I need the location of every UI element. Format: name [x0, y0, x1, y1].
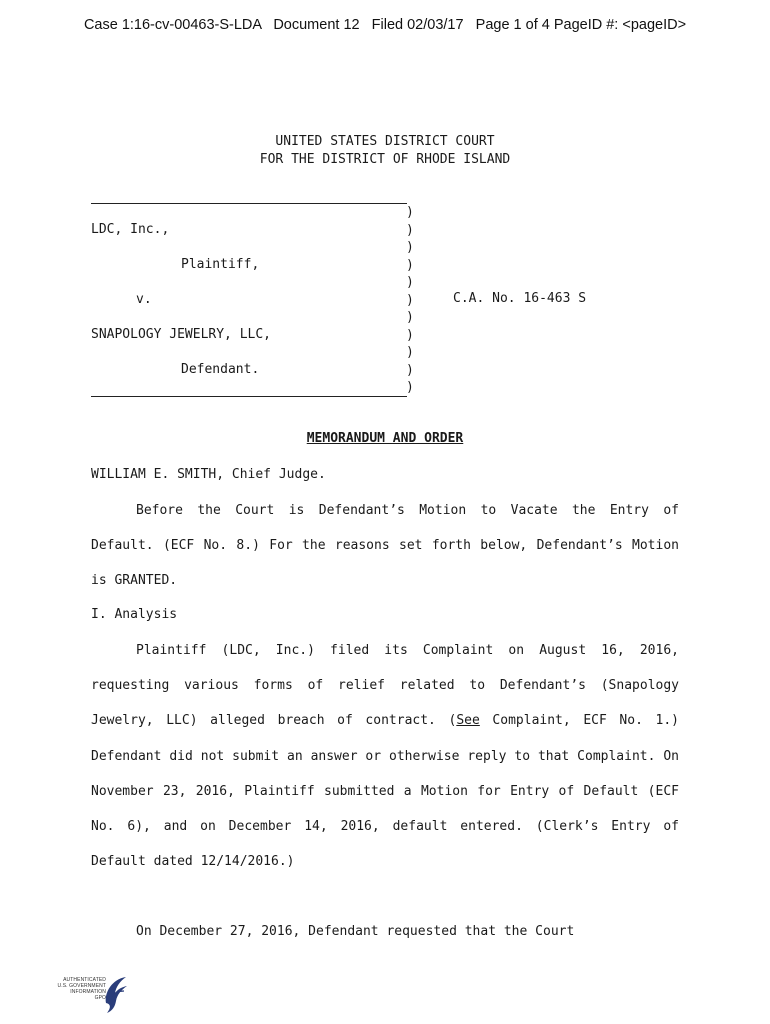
plaintiff-role: Plaintiff, [181, 257, 260, 272]
seal-line-4: GPO [94, 995, 106, 1001]
caption-top-rule [91, 203, 407, 204]
court-line-2: FOR THE DISTRICT OF RHODE ISLAND [259, 151, 511, 167]
seal-text [44, 977, 106, 1001]
defendant-name: SNAPOLOGY JEWELRY, LLC, [91, 327, 272, 342]
seal-line-1: AUTHENTICATED [63, 977, 106, 983]
caption-bottom-rule [91, 396, 407, 397]
paren: ) [406, 327, 414, 343]
versus: v. [136, 292, 152, 307]
paren: ) [406, 240, 414, 255]
paragraph-2 [91, 633, 679, 879]
defendant-role: Defendant. [181, 362, 260, 377]
judge-line: WILLIAM E. SMITH, Chief Judge. [91, 467, 326, 482]
see-signal: See [456, 713, 480, 729]
caption-parentheses [406, 204, 414, 397]
paren: ) [406, 275, 414, 290]
paren: ) [406, 345, 414, 360]
section-heading: I. Analysis [91, 607, 178, 622]
case-number: C.A. No. 16-463 S [453, 291, 587, 306]
paren: ) [406, 380, 414, 395]
page-header: Case 1:16-cv-00463-S-LDA Document 12 Filed 02/03/17 Page 1 of 4 PageID #: <pageID> [83, 17, 687, 33]
paren: ) [406, 257, 414, 273]
paren: ) [406, 310, 414, 325]
court-line-1: UNITED STATES DISTRICT COURT [275, 134, 495, 149]
paragraph-2-text-b: Complaint, ECF No. 1.) Defendant did not submit an answer or otherwise reply to that Complaint. On November 23, 2016, Plaintiff submitted a Motion for Entry of Default (ECF No. 6), and on December 14, 2016, default entered. (Clerk’s Entry of Default dated 12/14/2016.) [91, 713, 680, 870]
paragraph-3: On December 27, 2016, Defendant requested that the Court [136, 924, 575, 939]
seal-line-3: INFORMATION [70, 989, 106, 995]
paren: ) [406, 205, 414, 220]
document-title: MEMORANDUM AND ORDER [306, 431, 464, 446]
paragraph-1: Before the Court is Defendant’s Motion to Vacate the Entry of Default. (ECF No. 8.) For the reasons set forth below, Defendant’s Motion is GRANTED. [91, 503, 679, 589]
gpo-authentication-seal [44, 973, 130, 1017]
paragraph-2-text-a: Plaintiff (LDC, Inc.) filed its Complaint on August 16, 2016, requesting various forms of relief related to Defendant’s (Snapology Jewelry, LLC) alleged breach of contract. ( [91, 643, 679, 729]
paren: ) [406, 292, 414, 308]
court-name [0, 133, 770, 168]
paren: ) [406, 222, 414, 238]
paren: ) [406, 362, 414, 378]
eagle-icon [102, 973, 130, 1017]
seal-line-2: U.S. GOVERNMENT [57, 983, 106, 989]
plaintiff-name: LDC, Inc., [91, 222, 170, 237]
case-caption-parties [91, 221, 271, 379]
